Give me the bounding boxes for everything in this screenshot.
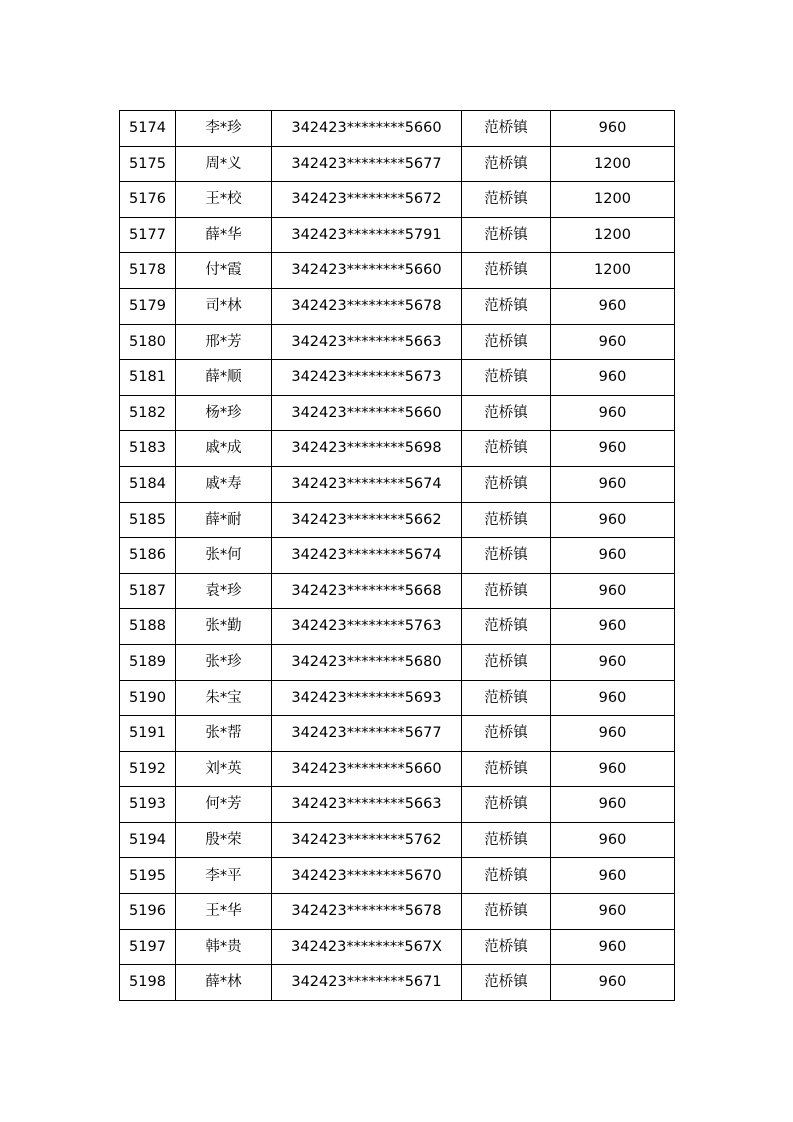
name-cell: 戚*寿 [176,466,272,502]
name-cell: 刘*英 [176,751,272,787]
id-number-cell: 342423********5698 [272,431,462,467]
name-cell: 薛*耐 [176,502,272,538]
table-row [120,822,675,858]
id-number-cell: 342423********5677 [272,146,462,182]
town-cell: 范桥镇 [462,858,551,894]
town-cell: 范桥镇 [462,787,551,823]
name-cell: 王*华 [176,894,272,930]
amount-cell: 960 [551,894,675,930]
town-cell: 范桥镇 [462,324,551,360]
name-cell: 张*勤 [176,609,272,645]
town-cell: 范桥镇 [462,680,551,716]
name-cell: 张*帮 [176,716,272,752]
town-cell: 范桥镇 [462,965,551,1001]
town-cell: 范桥镇 [462,502,551,538]
town-cell: 范桥镇 [462,716,551,752]
table-row [120,858,675,894]
row-number-cell: 5185 [120,502,176,538]
town-cell: 范桥镇 [462,395,551,431]
row-number-cell: 5198 [120,965,176,1001]
name-cell: 张*何 [176,538,272,574]
town-cell: 范桥镇 [462,111,551,147]
town-cell: 范桥镇 [462,644,551,680]
table-row [120,288,675,324]
row-number-cell: 5177 [120,217,176,253]
name-cell: 周*义 [176,146,272,182]
id-number-cell: 342423********5678 [272,288,462,324]
row-number-cell: 5182 [120,395,176,431]
table-row [120,111,675,147]
id-number-cell: 342423********5663 [272,787,462,823]
roster-table [119,110,675,1001]
row-number-cell: 5179 [120,288,176,324]
town-cell: 范桥镇 [462,822,551,858]
town-cell: 范桥镇 [462,609,551,645]
town-cell: 范桥镇 [462,253,551,289]
town-cell: 范桥镇 [462,573,551,609]
table-row [120,965,675,1001]
name-cell: 邢*芳 [176,324,272,360]
table-row [120,182,675,218]
id-number-cell: 342423********5678 [272,894,462,930]
id-number-cell: 342423********5660 [272,395,462,431]
amount-cell: 960 [551,680,675,716]
name-cell: 付*霞 [176,253,272,289]
name-cell: 韩*贵 [176,929,272,965]
id-number-cell: 342423********567X [272,929,462,965]
table-row [120,716,675,752]
row-number-cell: 5192 [120,751,176,787]
amount-cell: 960 [551,324,675,360]
amount-cell: 1200 [551,217,675,253]
id-number-cell: 342423********5670 [272,858,462,894]
town-cell: 范桥镇 [462,217,551,253]
table-row [120,324,675,360]
amount-cell: 960 [551,716,675,752]
name-cell: 李*平 [176,858,272,894]
row-number-cell: 5197 [120,929,176,965]
town-cell: 范桥镇 [462,929,551,965]
row-number-cell: 5187 [120,573,176,609]
table-row [120,395,675,431]
table-row [120,538,675,574]
amount-cell: 960 [551,822,675,858]
amount-cell: 960 [551,395,675,431]
name-cell: 李*珍 [176,111,272,147]
table-row [120,894,675,930]
amount-cell: 960 [551,929,675,965]
table-row [120,787,675,823]
name-cell: 袁*珍 [176,573,272,609]
table-row [120,466,675,502]
row-number-cell: 5190 [120,680,176,716]
row-number-cell: 5180 [120,324,176,360]
table-row [120,146,675,182]
row-number-cell: 5195 [120,858,176,894]
table-row [120,573,675,609]
roster-table-body [120,111,675,1001]
amount-cell: 960 [551,858,675,894]
table-row [120,431,675,467]
id-number-cell: 342423********5668 [272,573,462,609]
row-number-cell: 5188 [120,609,176,645]
row-number-cell: 5189 [120,644,176,680]
id-number-cell: 342423********5663 [272,324,462,360]
id-number-cell: 342423********5672 [272,182,462,218]
table-row [120,217,675,253]
amount-cell: 960 [551,609,675,645]
amount-cell: 960 [551,360,675,396]
name-cell: 杨*珍 [176,395,272,431]
amount-cell: 960 [551,288,675,324]
row-number-cell: 5191 [120,716,176,752]
amount-cell: 960 [551,644,675,680]
id-number-cell: 342423********5660 [272,751,462,787]
name-cell: 张*珍 [176,644,272,680]
name-cell: 何*芳 [176,787,272,823]
id-number-cell: 342423********5762 [272,822,462,858]
row-number-cell: 5193 [120,787,176,823]
amount-cell: 960 [551,538,675,574]
amount-cell: 960 [551,787,675,823]
town-cell: 范桥镇 [462,538,551,574]
id-number-cell: 342423********5677 [272,716,462,752]
table-row [120,680,675,716]
id-number-cell: 342423********5693 [272,680,462,716]
amount-cell: 960 [551,502,675,538]
amount-cell: 960 [551,965,675,1001]
name-cell: 司*林 [176,288,272,324]
id-number-cell: 342423********5674 [272,538,462,574]
amount-cell: 960 [551,751,675,787]
row-number-cell: 5194 [120,822,176,858]
row-number-cell: 5184 [120,466,176,502]
name-cell: 薛*林 [176,965,272,1001]
row-number-cell: 5174 [120,111,176,147]
table-row [120,360,675,396]
town-cell: 范桥镇 [462,466,551,502]
town-cell: 范桥镇 [462,288,551,324]
name-cell: 薛*顺 [176,360,272,396]
id-number-cell: 342423********5791 [272,217,462,253]
row-number-cell: 5175 [120,146,176,182]
amount-cell: 1200 [551,182,675,218]
row-number-cell: 5178 [120,253,176,289]
id-number-cell: 342423********5674 [272,466,462,502]
amount-cell: 960 [551,466,675,502]
name-cell: 薛*华 [176,217,272,253]
amount-cell: 960 [551,111,675,147]
amount-cell: 960 [551,573,675,609]
name-cell: 朱*宝 [176,680,272,716]
row-number-cell: 5196 [120,894,176,930]
town-cell: 范桥镇 [462,360,551,396]
amount-cell: 1200 [551,146,675,182]
name-cell: 殷*荣 [176,822,272,858]
name-cell: 戚*成 [176,431,272,467]
town-cell: 范桥镇 [462,431,551,467]
amount-cell: 960 [551,431,675,467]
id-number-cell: 342423********5673 [272,360,462,396]
row-number-cell: 5176 [120,182,176,218]
table-row [120,253,675,289]
id-number-cell: 342423********5660 [272,253,462,289]
table-row [120,644,675,680]
id-number-cell: 342423********5671 [272,965,462,1001]
row-number-cell: 5183 [120,431,176,467]
name-cell: 王*校 [176,182,272,218]
id-number-cell: 342423********5763 [272,609,462,645]
town-cell: 范桥镇 [462,146,551,182]
table-row [120,609,675,645]
table-row [120,751,675,787]
id-number-cell: 342423********5660 [272,111,462,147]
row-number-cell: 5181 [120,360,176,396]
town-cell: 范桥镇 [462,751,551,787]
id-number-cell: 342423********5680 [272,644,462,680]
amount-cell: 1200 [551,253,675,289]
table-row [120,929,675,965]
town-cell: 范桥镇 [462,182,551,218]
id-number-cell: 342423********5662 [272,502,462,538]
table-row [120,502,675,538]
town-cell: 范桥镇 [462,894,551,930]
row-number-cell: 5186 [120,538,176,574]
